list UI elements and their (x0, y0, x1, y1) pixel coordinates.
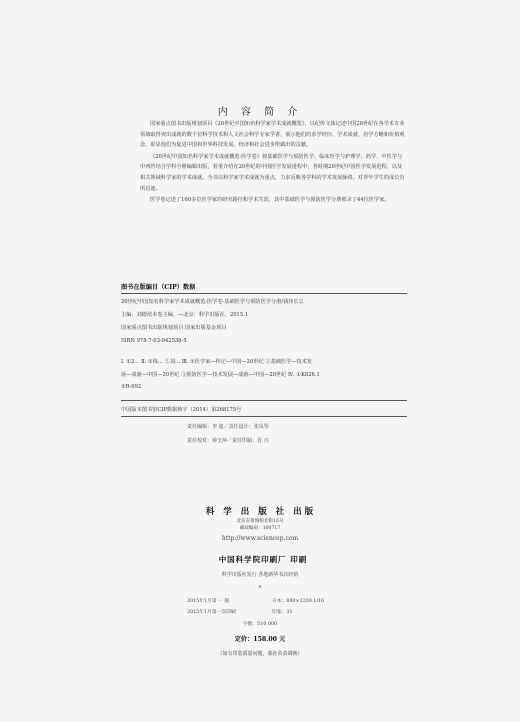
cip-mid-divider (121, 400, 407, 401)
cip-line-3: 国家重点图书出版规划项目 国家出版基金项目 (121, 325, 227, 331)
cip-line-1: 20世纪中国知名科学家学术成就概览·医学卷·基础医学与预防医学分册/钱伟长总 (121, 299, 304, 305)
publisher-name: 科 学 出 版 社 出版 (205, 507, 317, 517)
cip-heading: 图书在版编目（CIP）数据 (121, 284, 196, 291)
cip-bottom-divider (121, 416, 407, 417)
price: 定价：158.00 元 (234, 636, 286, 643)
publisher-url: http://www.sciencep.com (221, 535, 299, 542)
intro-paragraph-1: 国家重点图书出版规划项目《20世纪中国知名科学家学术成就概览》，以纪传文体记述中国20世纪在各学术专业领域取得突出成就的数千位科学技术和人文社会科学专家学者，展示他们的求学经历、学术成就、治学方略和价值观念，彰显他们为促进中国和世界科技发展、经济和社会进步所做出的贡献。 (140, 121, 405, 149)
cip-line-7: ②R-092 (121, 384, 142, 390)
cip-line-6: 展—成就—中国—20世纪 ③预防医学—技术发展—成就—中国—20世纪 Ⅳ. ①K826.1 (121, 372, 320, 378)
credits-proof: 责任校对：钟玉萍／责任印制：肖 兴 (187, 438, 269, 444)
publisher-address: 北京东黄城根北街16号 (236, 519, 284, 524)
printer-name: 中国科学院印刷厂 印刷 (218, 555, 308, 564)
credits-editors: 责任编辑：李 迪／责任设计：张凤琴 (187, 424, 269, 430)
cip-record: 中国版本图书馆CIP数据核字（2014）第268175号 (121, 407, 242, 413)
edition-first: 2015年1月第 一 版 (187, 599, 230, 604)
cip-line-5: Ⅰ. ①2… Ⅱ. ①钱… ②刘… Ⅲ. ①医学家—传记—中国—20世纪 ②基础医学—技术发 (121, 359, 312, 365)
cip-line-4: ISBN 978-7-03-042538-5 (121, 338, 187, 344)
intro-body (140, 119, 405, 207)
distribution: 科学出版社发行 各地新华书店经销 (221, 572, 299, 578)
intro-title: 内 容 简 介 (217, 107, 303, 118)
quality-notice: （如有印装质量问题，我社负责调换） (217, 651, 303, 657)
edition-printing: 2015年1月第一次印刷 (187, 610, 236, 615)
cip-line-2: 主编；刘德培本卷主编．—北京：科学出版社，2015.1 (121, 312, 249, 318)
edition-words: 字数：510 000 (242, 622, 278, 627)
cip-top-divider (121, 293, 407, 294)
intro-paragraph-3: 医学卷记述了100多位医学家的研究路径和学术生涯，其中基础医学与预防医学分册收录了44位医学家。 (150, 197, 390, 204)
separator-star: * (258, 585, 262, 592)
edition-format: 开本：880×1230 1/16 (272, 599, 325, 604)
edition-sheets: 印张：31 (272, 610, 293, 615)
intro-paragraph-2: 《20世纪中国知名科学家学术成就概览·医学卷》按基础医学与预防医学、临床医学与护理学、药学、中医学与中西医结合学科分册编辑出版，着重介绍在20世纪的中国医学发展进程中，各时期20世纪中国医学发展进程，以及相关领域科学家的学术成就。全书以科学家学术成就为重点，力求反映各学科的学术发展脉络，对青年学生的成长有所启迪。 (140, 153, 405, 192)
publisher-postcode: 邮政编码：100717 (239, 526, 281, 531)
